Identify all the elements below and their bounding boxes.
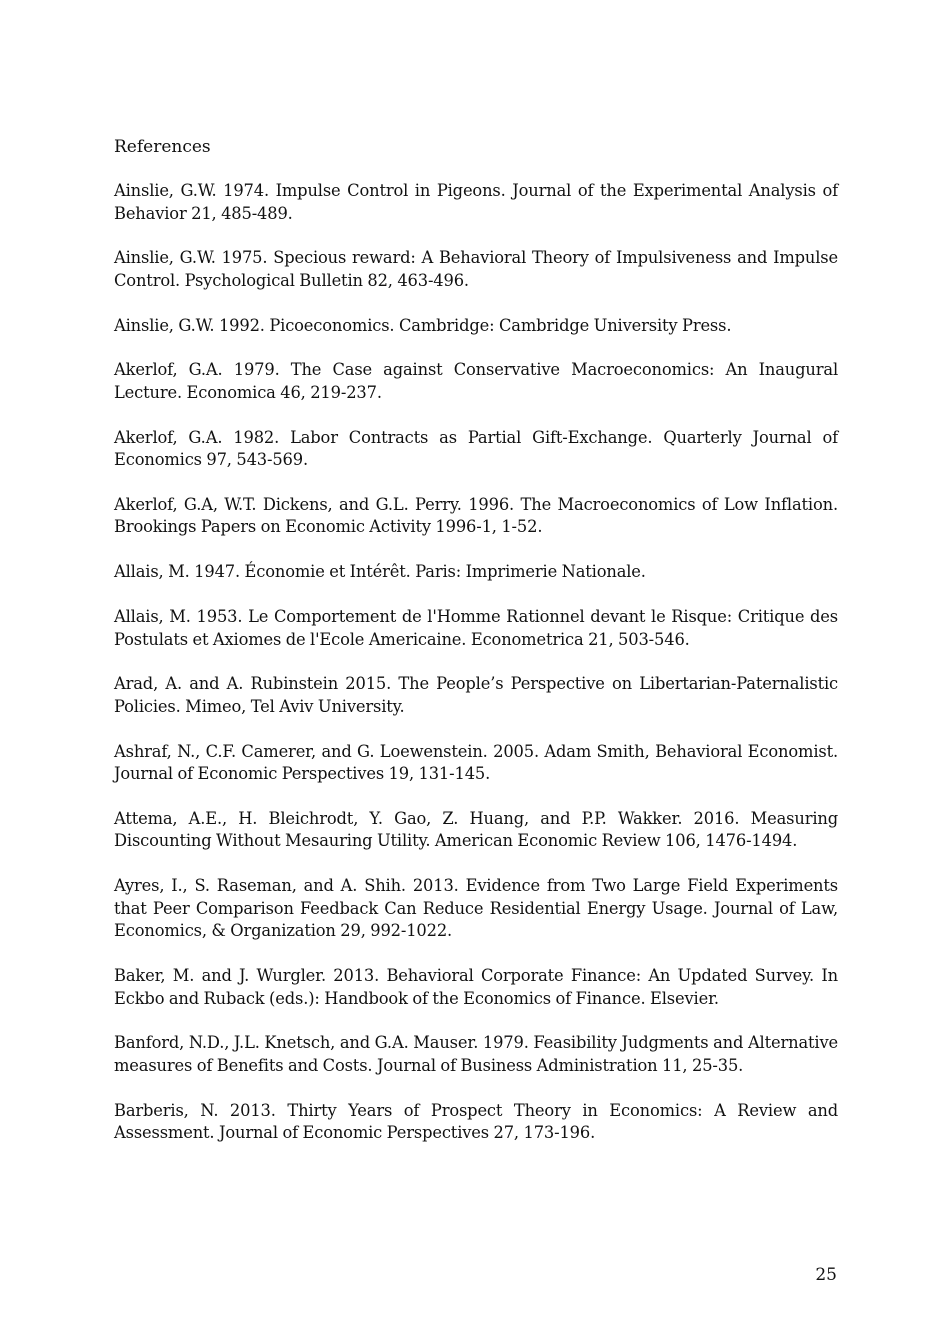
reference-entry: Barberis, N. 2013. Thirty Years of Prospect Theory in Economics: A Review and Assessment. Journal of Economic Perspectives 27, 173-196. (114, 1100, 838, 1143)
reference-entry: Ainslie, G.W. 1974. Impulse Control in Pigeons. Journal of the Experimental Analysis of Behavior 21, 485-489. (114, 181, 838, 223)
references-heading: References (114, 137, 211, 157)
page-number: 25 (815, 1265, 837, 1285)
reference-list (114, 180, 838, 1145)
reference-entry: Ainslie, G.W. 1992. Picoeconomics. Cambridge: Cambridge University Press. (114, 315, 732, 335)
reference-entry: Akerlof, G.A. 1982. Labor Contracts as Partial Gift-Exchange. Quarterly Journal of Economics 97, 543-569. (114, 427, 838, 470)
reference-entry: Baker, M. and J. Wurgler. 2013. Behavioral Corporate Finance: An Updated Survey. In Eckbo and Ruback (eds.): Handbook of the Economics of Finance. Elsevier. (114, 966, 838, 1008)
reference-entry: Arad, A. and A. Rubinstein 2015. The People’s Perspective on Libertarian-Paternalistic Policies. Mimeo, Tel Aviv University. (114, 674, 838, 716)
reference-entry: Ainslie, G.W. 1975. Specious reward: A Behavioral Theory of Impulsiveness and Impulse Control. Psychological Bulletin 82, 463-496. (114, 248, 838, 290)
reference-entry: Akerlof, G.A, W.T. Dickens, and G.L. Perry. 1996. The Macroeconomics of Low Inflation. Brookings Papers on Economic Activity 1996-1, 1-52. (114, 494, 838, 537)
reference-entry: Allais, M. 1947. Économie et Intérêt. Paris: Imprimerie Nationale. (114, 562, 646, 582)
reference-entry: Attema, A.E., H. Bleichrodt, Y. Gao, Z. Huang, and P.P. Wakker. 2016. Measuring Discounting Without Mesauring Utility. American Economic Review 106, 1476-1494. (114, 808, 838, 851)
document-page (114, 136, 838, 1167)
reference-entry: Ashraf, N., C.F. Camerer, and G. Loewenstein. 2005. Adam Smith, Behavioral Economist. Journal of Economic Perspectives 19, 131-145. (114, 741, 838, 784)
reference-entry: Allais, M. 1953. Le Comportement de l'Homme Rationnel devant le Risque: Critique des Postulats et Axiomes de l'Ecole Americaine. Econometrica 21, 503-546. (114, 607, 838, 649)
reference-entry: Akerlof, G.A. 1979. The Case against Conservative Macroeconomics: An Inaugural Lecture. Economica 46, 219-237. (114, 360, 838, 402)
reference-entry: Banford, N.D., J.L. Knetsch, and G.A. Mauser. 1979. Feasibility Judgments and Alternative measures of Benefits and Costs. Journal of Business Administration 11, 25-35. (114, 1033, 838, 1075)
reference-entry: Ayres, I., S. Raseman, and A. Shih. 2013. Evidence from Two Large Field Experiments that Peer Comparison Feedback Can Reduce Residential Energy Usage. Journal of Law, Economics, & Organization 29, 992-1022. (114, 876, 838, 941)
